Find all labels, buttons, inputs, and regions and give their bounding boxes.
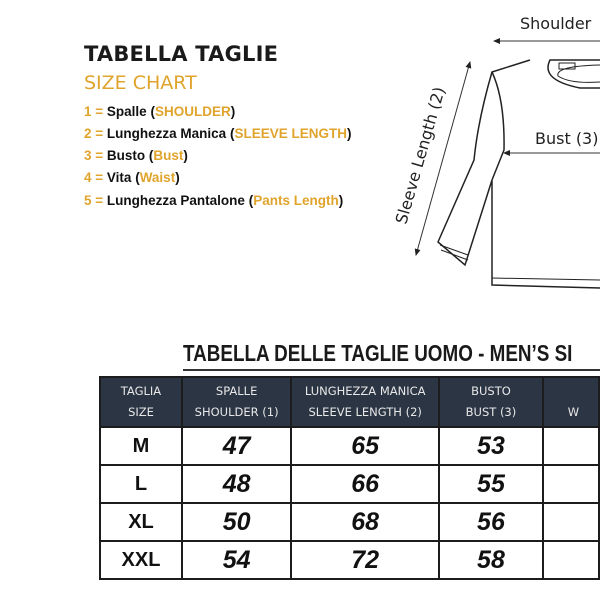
legend-it: Vita (106, 170, 132, 185)
shoulder-label: Shoulder (520, 14, 592, 33)
header-size: TAGLIA SIZE (100, 377, 182, 427)
legend-it: Spalle (106, 104, 147, 119)
table-title-text: TABELLA DELLE TAGLIE UOMO - MEN’S SI (183, 340, 573, 366)
table-row: XXL 54 72 58 (100, 541, 599, 579)
legend-en: Bust (153, 148, 184, 163)
legend-item: 4 = Vita (Waist) (84, 170, 180, 185)
legend-num: 2 = (84, 126, 104, 141)
legend-en: SLEEVE LENGTH (234, 126, 347, 141)
page-title: TABELLA TAGLIE (84, 42, 279, 66)
legend-num: 5 = (84, 193, 104, 208)
legend-item: 3 = Busto (Bust) (84, 148, 188, 163)
shirt-outline (438, 60, 600, 288)
legend-it: Lunghezza Manica (106, 126, 227, 141)
legend-en: Waist (139, 170, 176, 185)
header-sleeve: LUNGHEZZA MANICA SLEEVE LENGTH (2) (291, 377, 439, 427)
table-row: XL 50 68 56 (100, 503, 599, 541)
legend-item: 1 = Spalle (SHOULDER) (84, 104, 236, 119)
legend-it: Lunghezza Pantalone (106, 193, 245, 208)
page-subtitle: SIZE CHART (84, 72, 197, 94)
table-row: L 48 66 55 (100, 465, 599, 503)
legend-it: Busto (106, 148, 146, 163)
table-row: M 47 65 53 (100, 427, 599, 465)
header-bust: BUSTO BUST (3) (439, 377, 543, 427)
legend-en: Pants Length (253, 193, 339, 208)
table-header-row (100, 377, 599, 427)
legend-item: 5 = Lunghezza Pantalone (Pants Length) (84, 193, 344, 208)
legend-item: 2 = Lunghezza Manica (SLEEVE LENGTH) (84, 126, 352, 141)
header-waist: W (543, 377, 599, 427)
legend-num: 1 = (84, 104, 104, 119)
bust-label: Bust (3) (535, 129, 599, 148)
legend-en: SHOULDER (154, 104, 231, 119)
header-shoulder: SPALLE SHOULDER (1) (182, 377, 291, 427)
shirt-diagram (380, 0, 600, 300)
size-table (99, 376, 600, 580)
legend-num: 4 = (84, 170, 104, 185)
title-underline (183, 369, 600, 371)
table-title (183, 340, 600, 367)
sleeve-label: Sleeve Length (2) (391, 84, 449, 227)
legend-num: 3 = (84, 148, 104, 163)
